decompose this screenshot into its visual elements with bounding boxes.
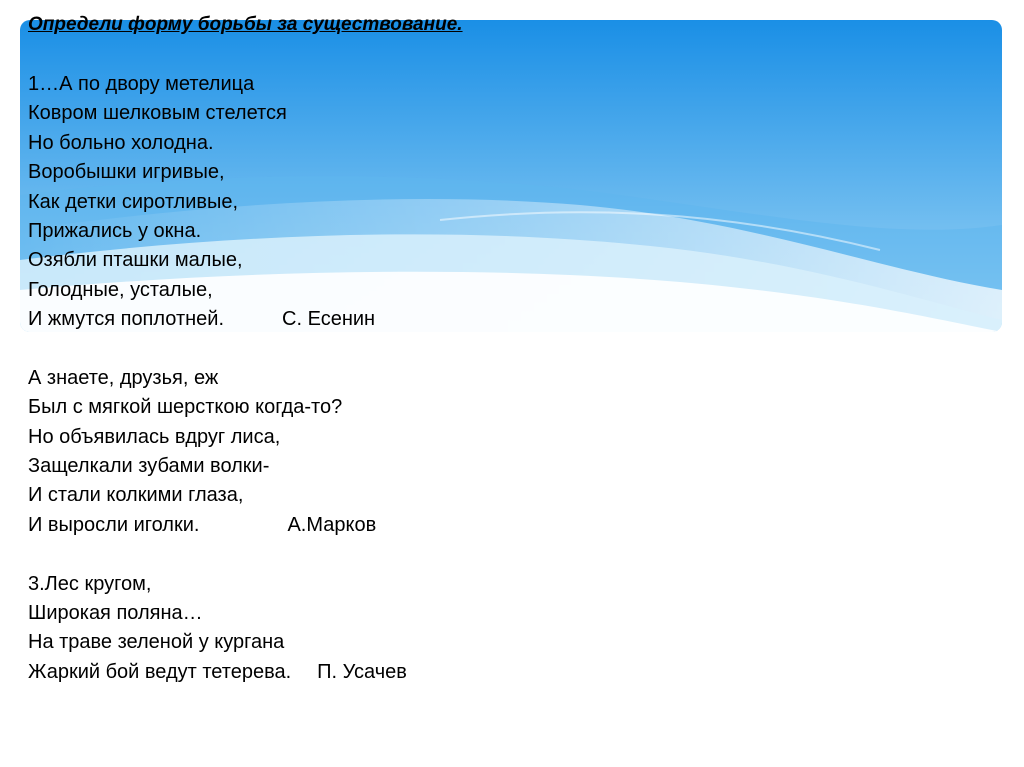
line-text: Прижались у окна. [28, 219, 202, 242]
text-line [28, 540, 407, 569]
line-text: Озябли пташки малые, [28, 249, 243, 272]
slide-title: Определи форму борьбы за существование. [28, 14, 463, 35]
line-text: И выросли иголки. [28, 513, 200, 536]
line-text: А знаете, друзья, еж [28, 366, 219, 389]
text-line [28, 276, 407, 305]
text-line [28, 335, 407, 364]
text-line [28, 423, 407, 452]
line-text: Жаркий бой ведут тетерева. [28, 660, 292, 683]
author-name: А.Марков [287, 513, 377, 536]
line-text: Как детки сиротливые, [28, 190, 239, 213]
line-text: Но объявилась вдруг лиса, [28, 425, 281, 448]
line-text: Ковром шелковым стелется [28, 102, 287, 125]
text-line [28, 481, 407, 510]
line-text: 3.Лес кругом, [28, 572, 152, 595]
text-line [28, 658, 407, 687]
text-line [28, 599, 407, 628]
text-line [28, 364, 407, 393]
text-line [28, 628, 407, 657]
line-text: Голодные, усталые, [28, 278, 213, 301]
line-text: И жмутся поплотней. [28, 308, 225, 331]
text-line [28, 393, 407, 422]
text-line [28, 305, 407, 334]
author-name: П. Усачев [317, 660, 407, 683]
line-text: Воробышки игривые, [28, 161, 225, 184]
line-text: Был с мягкой шерсткою когда-то? [28, 396, 343, 419]
poem-text-block [28, 70, 407, 687]
line-text: Но больно холодна. [28, 131, 214, 154]
text-line [28, 570, 407, 599]
text-line [28, 217, 407, 246]
text-line [28, 511, 407, 540]
text-line [28, 70, 407, 99]
line-text: Защелкали зубами волки- [28, 455, 270, 478]
text-line [28, 129, 407, 158]
line-text: Широкая поляна… [28, 602, 203, 625]
text-line [28, 158, 407, 187]
line-text: На траве зеленой у кургана [28, 631, 285, 654]
text-line [28, 452, 407, 481]
line-text: И стали колкими глаза, [28, 484, 244, 507]
text-line [28, 188, 407, 217]
text-line [28, 99, 407, 128]
text-line [28, 246, 407, 275]
author-name: С. Есенин [282, 308, 376, 331]
line-text: 1…А по двору метелица [28, 73, 255, 95]
